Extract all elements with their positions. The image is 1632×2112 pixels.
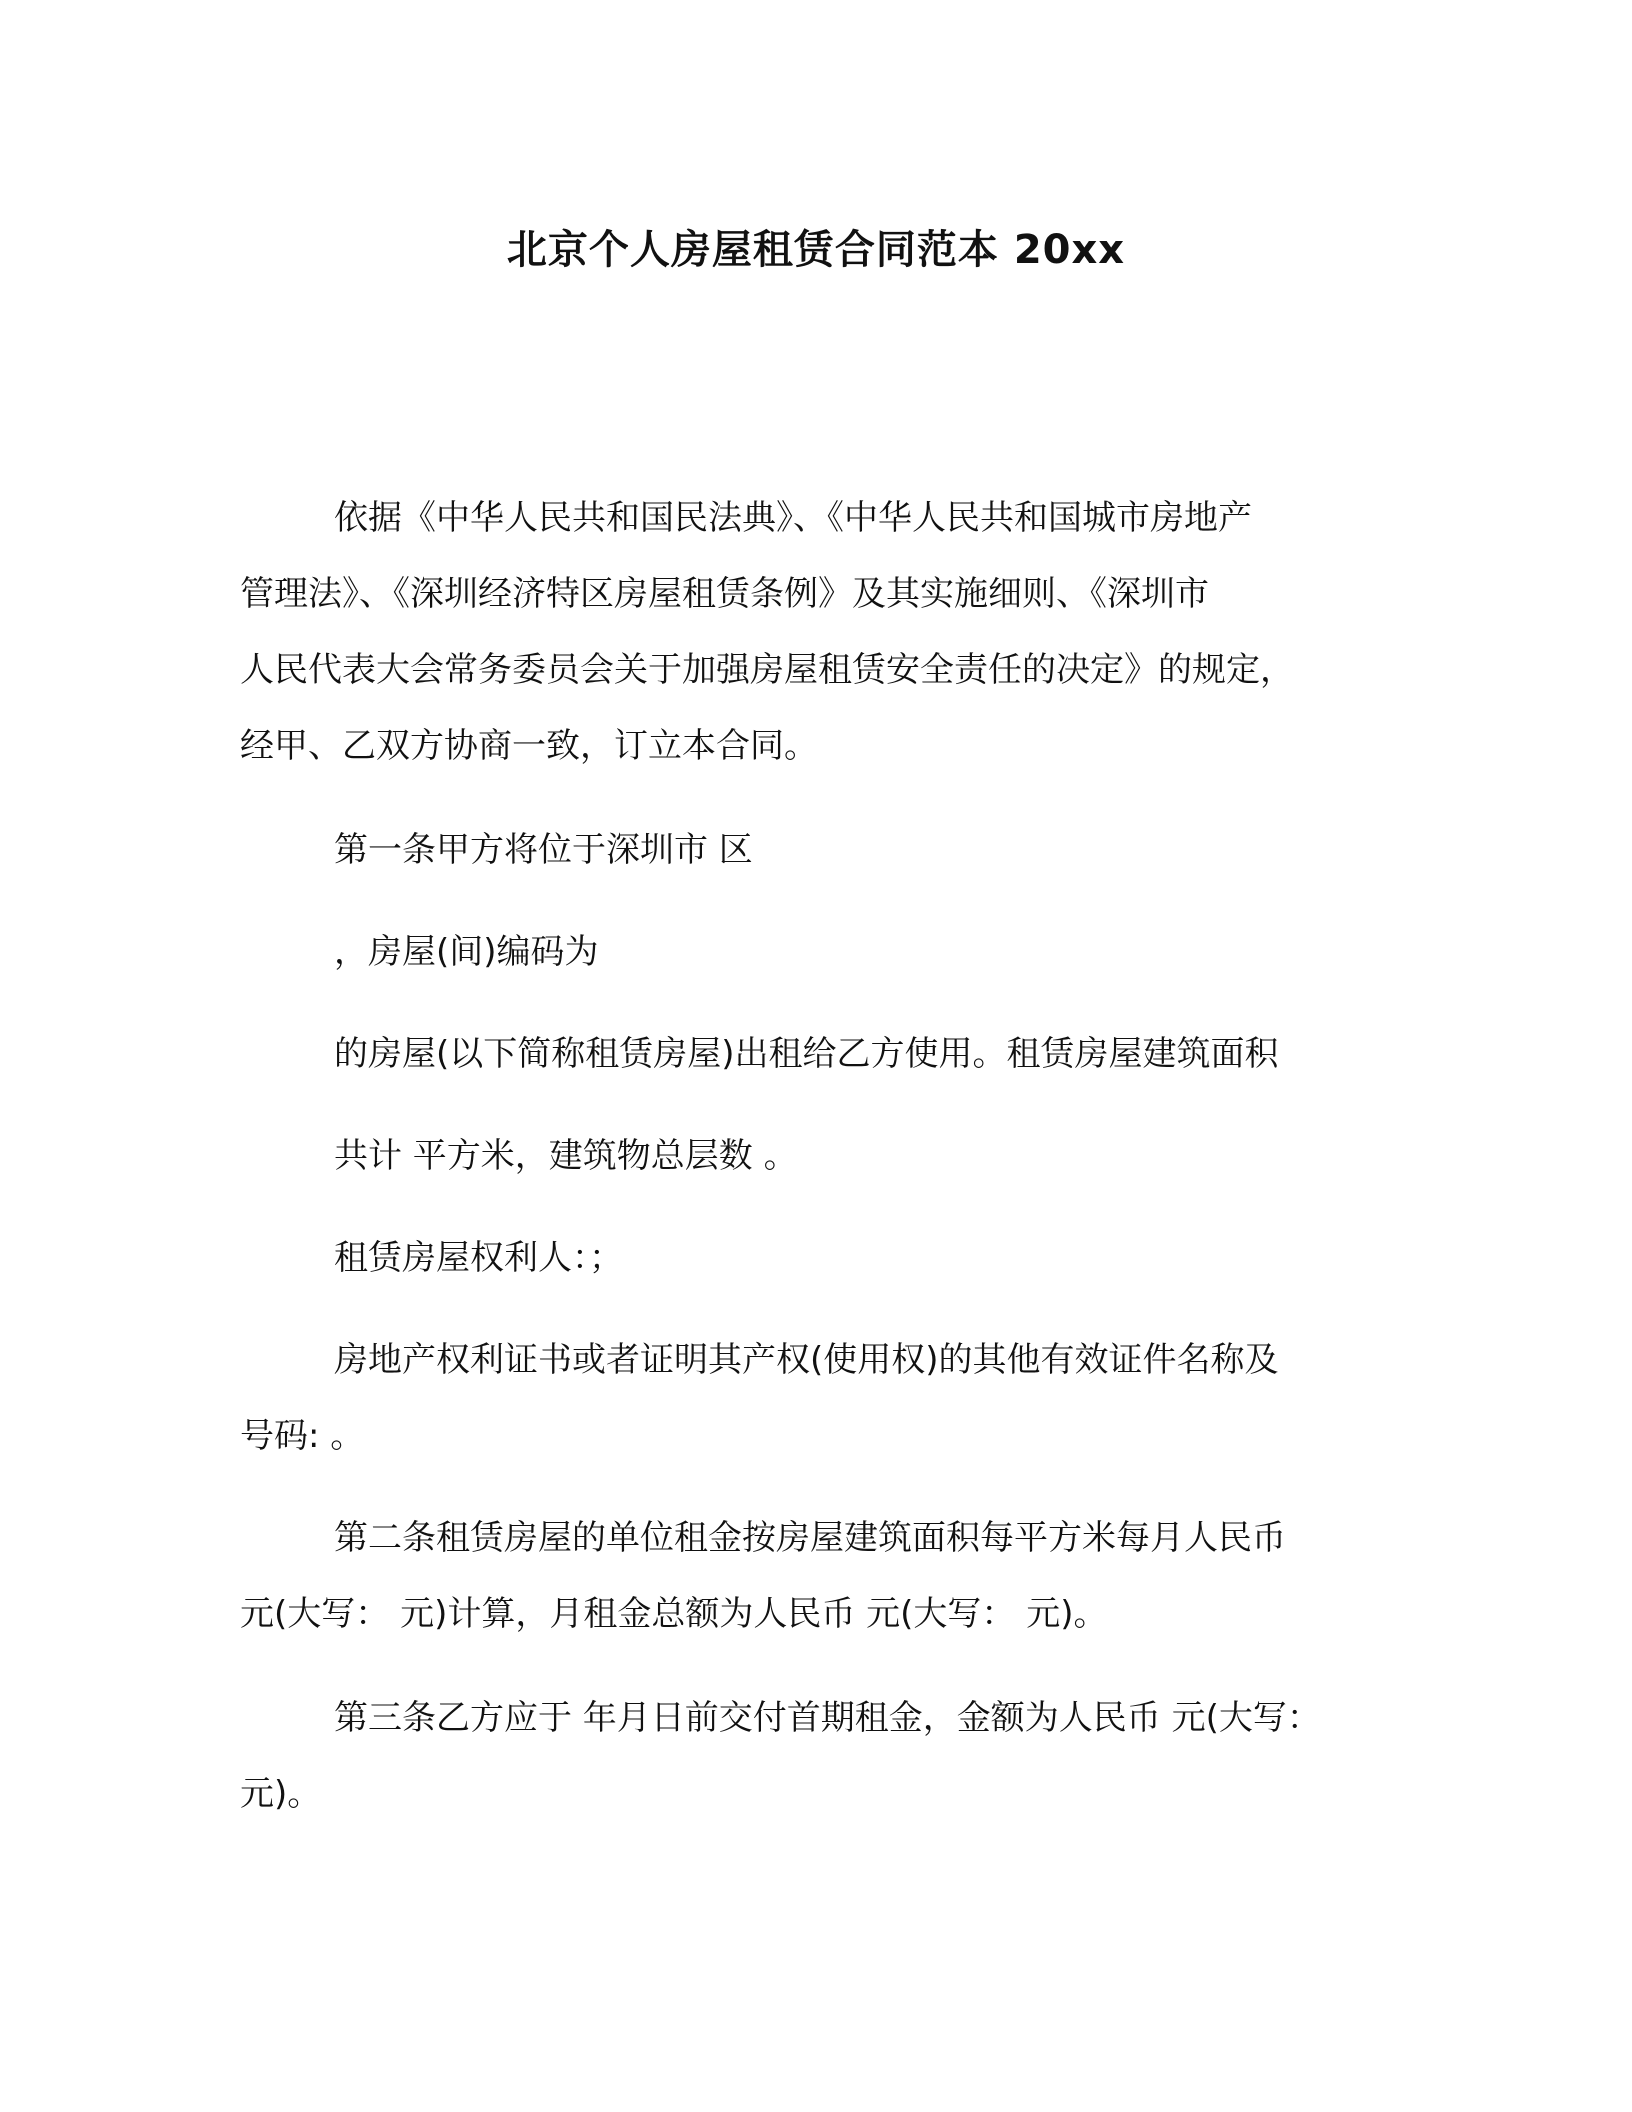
paragraph-preamble [240, 480, 1390, 784]
text-line: 的房屋(以下简称租赁房屋)出租给乙方使用。租赁房屋建筑面积 [334, 1034, 1279, 1074]
text-line: 共计 平方米，建筑物总层数 。 [334, 1136, 798, 1176]
text-line: 租赁房屋权利人：； [334, 1238, 623, 1278]
text-line: 房地产权利证书或者证明其产权(使用权)的其他有效证件名称及 [334, 1340, 1279, 1380]
text-line: 经甲、乙双方协商一致，订立本合同。 [240, 726, 818, 766]
text-line: 元(大写： 元)计算，月租金总额为人民币 元(大写： 元)。 [240, 1594, 1108, 1634]
text-line: 第一条甲方将位于深圳市 区 [334, 830, 753, 870]
paragraph-house-description [240, 1016, 1390, 1092]
paragraph-certificate [240, 1322, 1390, 1474]
document-title: 北京个人房屋租赁合同范本 20xx [506, 227, 1126, 273]
paragraph-owner [240, 1220, 1390, 1296]
text-line: 元)。 [240, 1774, 322, 1814]
text-line: 号码: 。 [240, 1416, 365, 1456]
text-line: 人民代表大会常务委员会关于加强房屋租赁安全责任的决定》的规定， [240, 650, 1294, 690]
paragraph-house-code [240, 914, 1390, 990]
text-line: 管理法》、《深圳经济特区房屋租赁条例》及其实施细则、《深圳市 [240, 574, 1209, 614]
paragraph-article-1-location [240, 812, 1390, 888]
text-line: ，房屋(间)编码为 [334, 932, 599, 972]
text-line: 第三条乙方应于 年月日前交付首期租金，金额为人民币 元(大写： [334, 1698, 1321, 1738]
text-line: 依据《中华人民共和国民法典》、《中华人民共和国城市房地产 [334, 498, 1252, 538]
text-line: 第二条租赁房屋的单位租金按房屋建筑面积每平方米每月人民币 [334, 1518, 1286, 1558]
paragraph-article-3-payment [240, 1680, 1390, 1832]
paragraph-area [240, 1118, 1390, 1194]
paragraph-article-2-rent [240, 1500, 1390, 1652]
